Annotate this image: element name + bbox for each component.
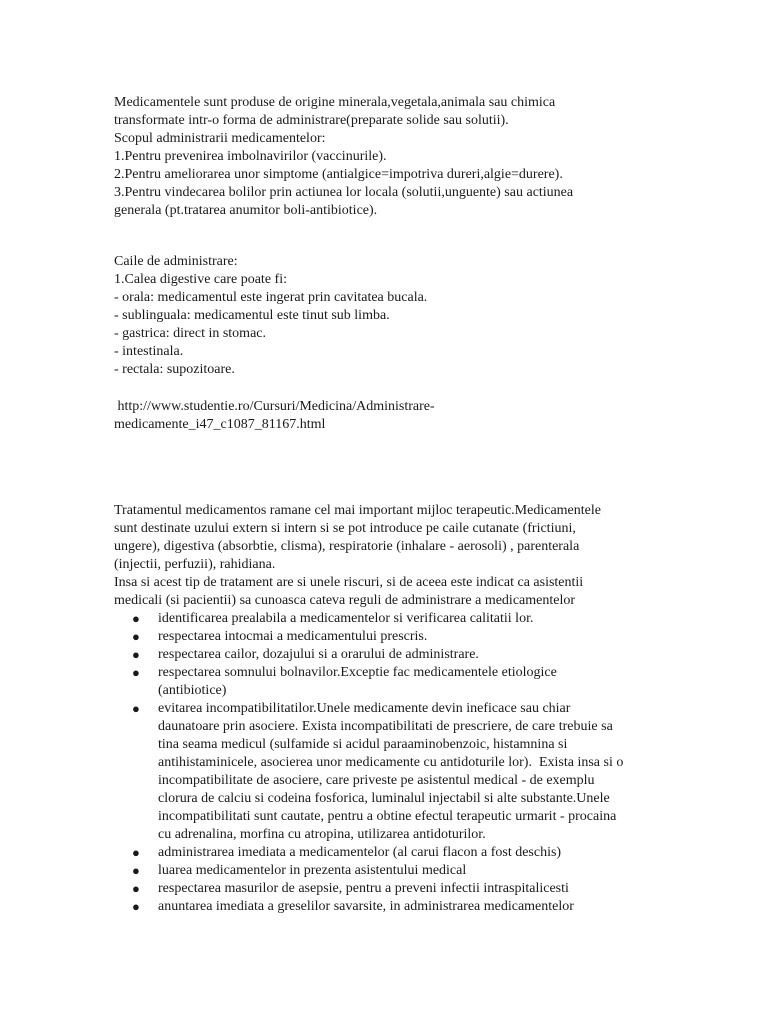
intro-line: Medicamentele sunt produse de origine minerala,vegetala,animala sau chimica bbox=[114, 95, 556, 110]
rule-text-line: respectarea somnului bolnavilor.Exceptie fac medicamentele etiologice bbox=[158, 665, 557, 680]
intro-line: transformate intr-o forma de administrare(preparate solide sau solutii). bbox=[114, 113, 509, 128]
rule-text-line: (antibiotice) bbox=[158, 683, 227, 698]
rule-text-line: incompatibilitati sunt cautate, pentru a obtine efectul terapeutic urmarit - procaina bbox=[158, 809, 617, 824]
source-link-line[interactable]: medicamente_i47_c1087_81167.html bbox=[114, 417, 326, 432]
rule-text-line: tina seama medicul (sulfamide si acidul paraaminobenzoic, histamnina si bbox=[158, 737, 568, 752]
bullet-icon: ● bbox=[132, 899, 140, 914]
routes-line: - gastrica: direct in stomac. bbox=[114, 326, 266, 341]
rule-text-line: evitarea incompatibilitatilor.Unele medicamente devin ineficace sau chiar bbox=[158, 701, 571, 716]
administration-rules-list bbox=[114, 610, 659, 916]
bullet-icon: ● bbox=[132, 611, 140, 626]
rule-text-line: anuntarea imediata a greselilor savarsite, in administrarea medicamentelor bbox=[158, 899, 574, 914]
intro-line: 3.Pentru vindecarea bolilor prin actiunea lor locala (solutii,unguente) sau actiunea bbox=[114, 185, 574, 200]
rule-text-line: respectarea cailor, dozajului si a orarului de administrare. bbox=[158, 647, 479, 662]
intro-line: generala (pt.tratarea anumitor boli-antibiotice). bbox=[114, 203, 378, 218]
rule-item bbox=[114, 700, 659, 844]
routes-line: - intestinala. bbox=[114, 344, 184, 359]
bullet-icon: ● bbox=[132, 881, 140, 896]
intro-line: 1.Pentru prevenirea imbolnavirilor (vaccinurile). bbox=[114, 149, 387, 164]
rule-item bbox=[114, 862, 659, 880]
routes-line: 1.Calea digestive care poate fi: bbox=[114, 272, 287, 287]
intro-section bbox=[114, 94, 659, 220]
rule-text-line: antihistaminicele, asocierea unor medicamente cu antidoturile lor). Exista insa si o bbox=[158, 755, 624, 770]
treatment-line: medicali (si pacientii) sa cunoasca cateva reguli de administrare a medicamentelor bbox=[114, 593, 576, 608]
rule-text-line: identificarea prealabila a medicamentelor si verificarea calitatii lor. bbox=[158, 611, 534, 626]
rule-item bbox=[114, 898, 659, 916]
routes-heading: Caile de administrare: bbox=[114, 254, 238, 269]
rule-item bbox=[114, 880, 659, 898]
treatment-line: (injectii, perfuzii), rahidiana. bbox=[114, 557, 276, 572]
bullet-icon: ● bbox=[132, 629, 140, 644]
intro-line: 2.Pentru ameliorarea unor simptome (antialgice=impotriva dureri,algie=durere). bbox=[114, 167, 563, 182]
source-link[interactable] bbox=[114, 398, 659, 434]
intro-line: Scopul administrarii medicamentelor: bbox=[114, 131, 326, 146]
treatment-paragraph bbox=[114, 502, 659, 610]
treatment-line: sunt destinate uzului extern si intern si se pot introduce pe caile cutanate (frictiuni, bbox=[114, 521, 576, 536]
treatment-line: ungere), digestiva (absorbtie, clisma), respiratorie (inhalare - aerosoli) , parenterala bbox=[114, 539, 580, 554]
administration-routes-section bbox=[114, 253, 659, 379]
bullet-icon: ● bbox=[132, 701, 140, 716]
routes-line: - orala: medicamentul este ingerat prin cavitatea bucala. bbox=[114, 290, 428, 305]
bullet-icon: ● bbox=[132, 845, 140, 860]
rule-item bbox=[114, 610, 659, 628]
bullet-icon: ● bbox=[132, 647, 140, 662]
rule-text-line: luarea medicamentelor in prezenta asistentului medical bbox=[158, 863, 467, 878]
rule-item bbox=[114, 844, 659, 862]
rule-text-line: respectarea masurilor de asepsie, pentru a preveni infectii intraspitalicesti bbox=[158, 881, 569, 896]
rule-text-line: respectarea intocmai a medicamentului prescris. bbox=[158, 629, 428, 644]
bullet-icon: ● bbox=[132, 863, 140, 878]
rule-item bbox=[114, 628, 659, 646]
rule-item bbox=[114, 646, 659, 664]
source-link-line[interactable]: http://www.studentie.ro/Cursuri/Medicina/Administrare- bbox=[114, 399, 435, 414]
treatment-section bbox=[114, 502, 659, 916]
rule-text-line: clorura de calciu si codeina fosforica, luminalul injectabil si alte substante.Unele bbox=[158, 791, 610, 806]
rule-text-line: daunatoare prin asociere. Exista incompatibilitati de prescriere, de care trebuie sa bbox=[158, 719, 613, 734]
rule-item bbox=[114, 664, 659, 700]
treatment-line: Insa si acest tip de tratament are si unele riscuri, si de aceea este indicat ca asistentii bbox=[114, 575, 584, 590]
routes-line: - sublinguala: medicamentul este tinut sub limba. bbox=[114, 308, 390, 323]
treatment-line: Tratamentul medicamentos ramane cel mai important mijloc terapeutic.Medicamentele bbox=[114, 503, 601, 518]
routes-line: - rectala: supozitoare. bbox=[114, 362, 235, 377]
rule-text-line: cu adrenalina, morfina cu atropina, utilizarea antidoturilor. bbox=[158, 827, 486, 842]
rule-text-line: administrarea imediata a medicamentelor (al carui flacon a fost deschis) bbox=[158, 845, 562, 860]
rule-text-line: incompatibilitate de asociere, care priveste pe asistentul medical - de exemplu bbox=[158, 773, 595, 788]
bullet-icon: ● bbox=[132, 665, 140, 680]
